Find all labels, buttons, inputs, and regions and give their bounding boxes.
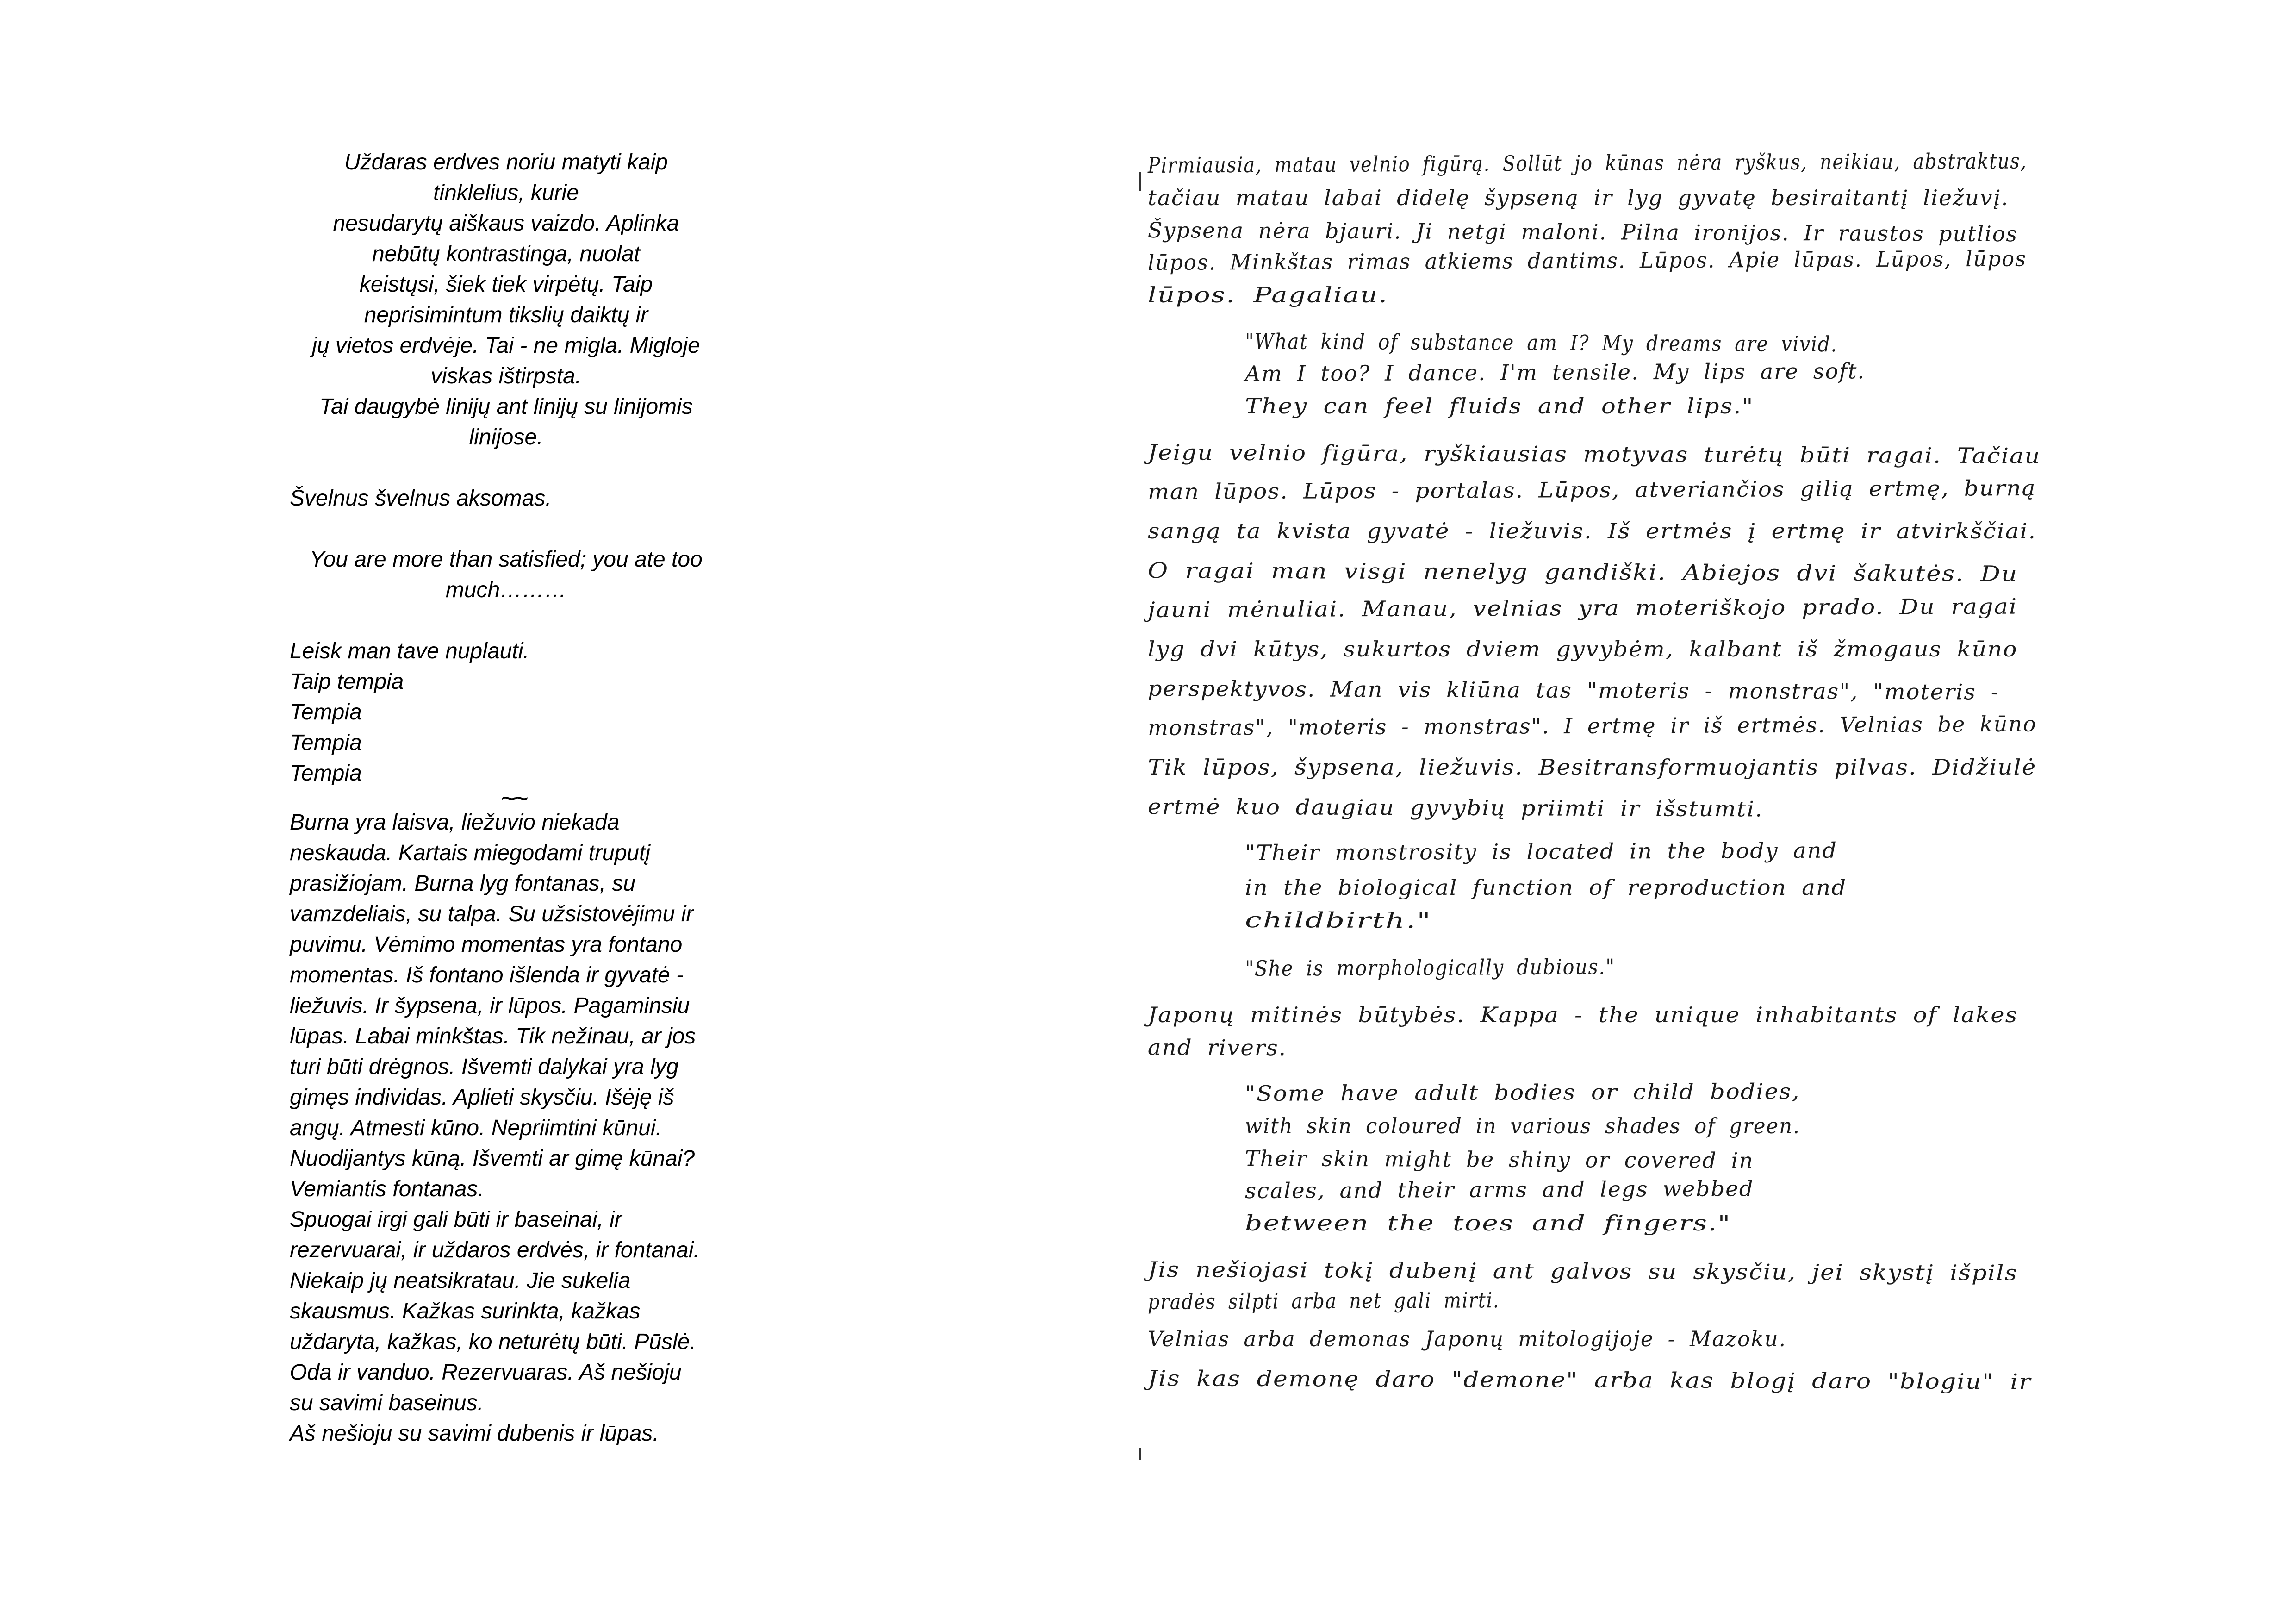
handwritten-line: in the biological function of reproduction and — [1245, 875, 1847, 900]
handwritten-line: with skin coloured in various shades of green. — [1245, 1113, 1800, 1138]
handwritten-line: monstras", "moteris - monstras". I ertmę ir iš ertmės. Velnias be kūno — [1147, 711, 2037, 740]
margin-mark — [1139, 1448, 1141, 1460]
typed-text-column — [290, 147, 722, 1449]
handwritten-line: Their skin might be shiny or covered in — [1244, 1146, 1754, 1173]
handwritten-line: Pirmiausia, matau velnio figūrą. Sollūt jo kūnas nėra ryškus, neikiau, abstraktus, — [1147, 148, 2027, 178]
handwritten-line: Jis nešiojasi tokį dubenį ant galvos su skysčiu, jei skystį išpils — [1147, 1257, 2018, 1286]
handwritten-line: tačiau matau labai didelę šypseną ir lyg gyvatę besiraitantį liežuvį. — [1148, 185, 2009, 210]
left-page — [0, 0, 1134, 1624]
line-soft-velvet: Švelnus švelnus aksomas. — [290, 486, 552, 511]
handwritten-line: lūpos. Pagaliau. — [1148, 282, 1388, 307]
handwritten-line: Am I too? I dance. I'm tensile. My lips are soft. — [1244, 358, 1866, 386]
handwritten-line: Šypsena nėra bjauri. Ji netgi maloni. Pilna ironijos. Ir raustos putlios — [1147, 218, 2018, 247]
handwritten-line: sangą ta kvista gyvatė - liežuvis. Iš ertmės į ertmę ir atvirkščiai. — [1148, 518, 2037, 543]
handwritten-line: perspektyvos. Man vis kliūna tas "moteris - monstras", "moteris - — [1147, 676, 2000, 705]
margin-mark — [1139, 172, 1141, 191]
handwritten-line: Jeigu velnio figūra, ryškiausias motyvas turėtų būti ragai. Tačiau — [1147, 440, 2041, 468]
handwritten-line: "Some have adult bodies or child bodies, — [1244, 1079, 1800, 1106]
handwritten-line: Jis kas demonę daro "demone" arba kas blogį daro "blogiu" ir — [1147, 1366, 2032, 1394]
handwritten-line: Tik lūpos, šypsena, liežuvis. Besitransformuojantis pilvas. Didžiulė — [1148, 755, 2037, 780]
handwritten-line: They can feel fluids and other lips." — [1245, 394, 1754, 418]
handwritten-line: jauni mėnuliai. Manau, velnias yra moteriškojo prado. Du ragai — [1147, 593, 2018, 622]
handwritten-line: and rivers. — [1147, 1035, 1287, 1061]
stanza-mouth-fountain: Burna yra laisva, liežuvio niekada neskauda. Kartais miegodami truputį prasižiojam. Burna lyg fontanas, su vamzdeliais, su talpa. Su užsistovėjimu ir puvimu. Vėmimo momentas yra fontano momentas. Iš fontano išlenda ir gyvatė - liežuvis. Ir šypsena, ir lūpos. Pagaminsiu lūpas. Labai minkštas. Tik nežinau, ar jos turi būti drėgnos. Išvemti dalykai yra lyg gimęs individas. Aplieti skysčiu. Išėję iš angų. Atmesti kūno. Nepriimtini kūnui. Nuodijantys kūną. Išvemti ar gimę kūnai? Vemiantis fontanas. Spuogai irgi gali būti ir baseinai, ir rezervuarai, ir uždaros erdvės, ir fontanai. Niekaip jų neatsikratau. Jie sukelia skausmus. Kažkas surinkta, kažkas uždaryta, kažkas, ko neturėtų būti. Pūslė. Oda ir vanduo. Rezervuaras. Aš nešioju su savimi baseinus. Aš nešioju su savimi dubenis ir lūpas. — [290, 810, 700, 1446]
handwritten-line: scales, and their arms and legs webbed — [1244, 1176, 1754, 1203]
stanza-tempia: Leisk man tave nuplauti. Taip tempia Tempia Tempia Tempia — [290, 639, 529, 786]
handwritten-line: pradės silpti arba net gali mirti. — [1147, 1287, 1500, 1314]
line-more-than-satisfied: You are more than satisfied; you ate too much……… — [310, 547, 703, 602]
handwritten-line: childbirth." — [1244, 907, 1432, 933]
handwritten-line: between the toes and fingers." — [1245, 1211, 1731, 1236]
handwritten-line: Velnias arba demonas Japonų mitologijoje - Mazoku. — [1148, 1326, 1786, 1351]
stanza-closed-spaces: Uždaras erdves noriu matyti kaip tinklelius, kurie nesudarytų aiškaus vaizdo. Aplinka nebūtų kontrastinga, nuolat keistųsi, šiek tiek virpėtų. Taip neprisimintum tikslių daiktų ir jų vietos erdvėje. Tai - ne migla. Migloje viskas ištirpsta. Tai daugybė linijų ant linijų su linijomis linijose. — [312, 150, 700, 450]
handwritten-line: "She is morphologically dubious." — [1244, 954, 1616, 981]
handwritten-line: lyg dvi kūtys, sukurtos dviem gyvybėm, kalbant iš žmogaus kūno — [1148, 637, 2018, 662]
handwritten-line: "Their monstrosity is located in the body and — [1244, 837, 1838, 865]
tilde-separator: ~~ — [500, 783, 526, 812]
handwritten-line: Japonų mitinės būtybės. Kappa - the unique inhabitants of lakes — [1148, 1002, 2018, 1027]
handwritten-line: ertmė kuo daugiau gyvybių priimti ir išstumti. — [1147, 794, 1763, 822]
handwritten-line: lūpos. Minkštas rimas atkiems dantims. Lūpos. Apie lūpas. Lūpos, lūpos — [1147, 246, 2027, 275]
right-page — [1134, 0, 2296, 1624]
handwritten-line: O ragai man visgi nenelyg gandiški. Abiejos dvi šakutės. Du — [1147, 558, 2018, 587]
handwritten-line: "What kind of substance am I? My dreams are vivid. — [1244, 329, 1838, 357]
handwritten-line: man lūpos. Lūpos - portalas. Lūpos, atveriančios gilią ertmę, burną — [1147, 475, 2036, 504]
